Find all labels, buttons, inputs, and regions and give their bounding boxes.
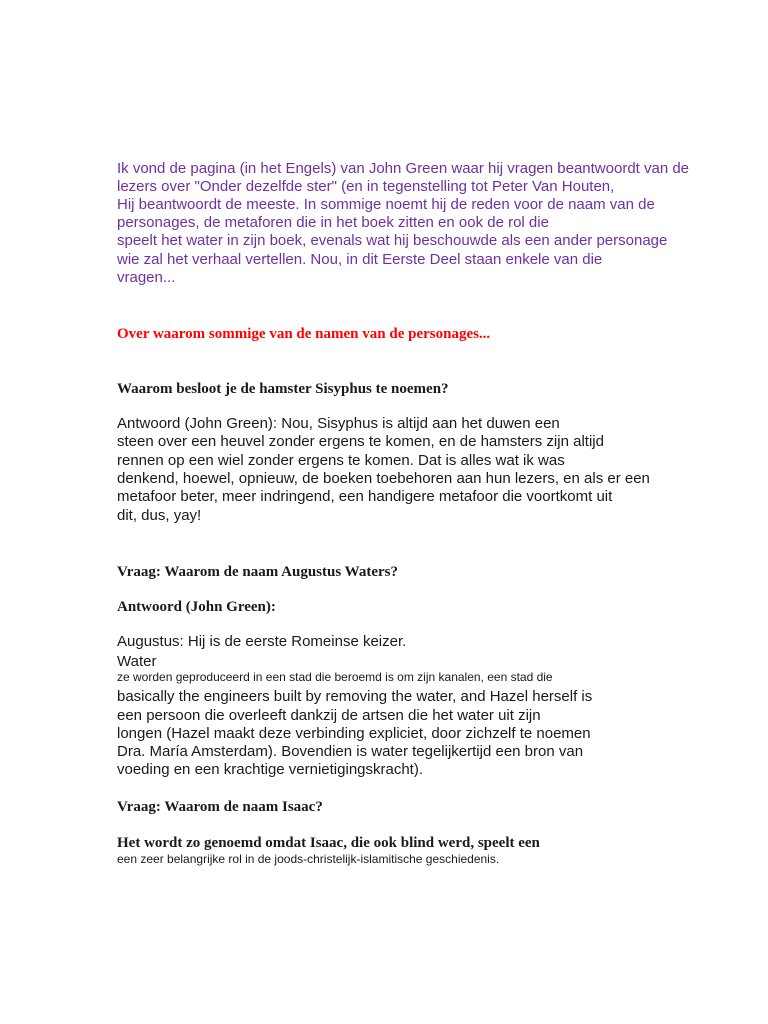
question-heading: Waarom besloot je de hamster Sisyphus te noemen? — [117, 381, 449, 397]
answer-line: een persoon die overleeft dankzij de artsen die het water uit zijn — [117, 707, 541, 724]
section-heading: Over waarom sommige van de namen van de personages... — [117, 326, 491, 342]
answer-line: voeding en een krachtige vernietigingskracht). — [117, 761, 424, 778]
answer-line-small: ze worden geproduceerd in een stad die beroemd is om zijn kanalen, een stad die — [117, 670, 553, 684]
intro-line: lezers over "Onder dezelfde ster" (en in tegenstelling tot Peter Van Houten, — [117, 178, 615, 195]
intro-line: personages, de metaforen die in het boek zitten en ook de rol die — [117, 214, 549, 231]
answer-line: rennen op een wiel zonder ergens te komen. Dat is alles wat ik was — [117, 452, 565, 469]
answer-line-bold: Het wordt zo genoemd omdat Isaac, die ook blind werd, speelt een — [117, 835, 540, 851]
answer-line: longen (Hazel maakt deze verbinding expliciet, door zichzelf te noemen — [117, 725, 591, 742]
answer-line: dit, dus, yay! — [117, 507, 202, 524]
intro-line: Ik vond de pagina (in het Engels) van John Green waar hij vragen beantwoordt van de — [117, 160, 690, 177]
answer-line: basically the engineers built by removing the water, and Hazel herself is — [117, 688, 593, 705]
answer-line-small: een zeer belangrijke rol in de joods-christelijk-islamitische geschiedenis. — [117, 852, 500, 866]
question-heading: Vraag: Waarom de naam Augustus Waters? — [117, 564, 398, 580]
answer-line: Dra. María Amsterdam). Bovendien is water tegelijkertijd een bron van — [117, 743, 584, 760]
answer-line: metafoor beter, meer indringend, een handigere metafoor die voortkomt uit — [117, 488, 613, 505]
intro-line: speelt het water in zijn boek, evenals wat hij beschouwde als een ander personage — [117, 232, 668, 249]
intro-line: vragen... — [117, 269, 176, 286]
answer-line: denkend, hoewel, opnieuw, de boeken toebehoren aan hun lezers, en als er een — [117, 470, 650, 487]
intro-line: Hij beantwoordt de meeste. In sommige noemt hij de reden voor de naam van de — [117, 196, 655, 213]
answer-line: steen over een heuvel zonder ergens te komen, en de hamsters zijn altijd — [117, 433, 604, 450]
answer-line: Water — [117, 653, 157, 670]
answer-line: Augustus: Hij is de eerste Romeinse keizer. — [117, 633, 407, 650]
question-heading: Vraag: Waarom de naam Isaac? — [117, 799, 323, 815]
intro-line: wie zal het verhaal vertellen. Nou, in dit Eerste Deel staan enkele van die — [117, 251, 603, 268]
answer-label: Antwoord (John Green): — [117, 599, 276, 615]
answer-line: Antwoord (John Green): Nou, Sisyphus is altijd aan het duwen een — [117, 415, 560, 432]
